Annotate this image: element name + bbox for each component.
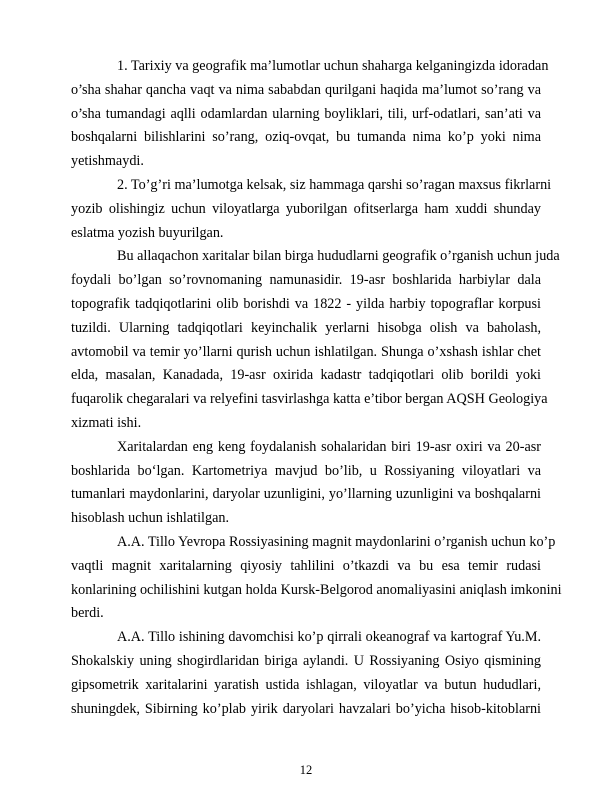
text-line: tuzildi. Ularning tadqiqotlari keyinchalik yerlarni hisobga olish va baholash, [71, 319, 541, 336]
text-line: Shokalskiy uning shogirdlaridan biriga aylandi. U Rossiyaning Osiyo qismining [71, 652, 541, 669]
text-line: avtomobil va temir yo’llarni qurish uchun ishlatilgan. Shunga o’xshash ishlar chet [71, 343, 541, 360]
paragraph [71, 626, 541, 721]
paragraph [71, 174, 552, 245]
text-line: A.A. Tillo Yevropa Rossiyasining magnit maydonlarini o’rganish uchun ko’p [117, 533, 556, 550]
text-line: eslatma yozish buyurilgan. [71, 224, 224, 241]
text-line: 2. To’g’ri ma’lumotga kelsak, siz hammaga qarshi so’ragan maxsus fikrlarni [117, 176, 552, 193]
text-line: Xaritalardan eng keng foydalanish sohalaridan biri 19-asr oxiri va 20-asr [117, 438, 541, 455]
text-line: elda, masalan, Kanadada, 19-asr oxirida kadastr tadqiqotlari olib borildi yoki [71, 367, 541, 384]
text-line: xizmati ishi. [71, 414, 142, 431]
paragraph [71, 245, 560, 435]
text-line: fuqarolik chegaralari va relyefini tasvirlashga katta e’tibor bergan AQSH Geologiya [71, 391, 548, 408]
document-body [71, 55, 562, 721]
text-line: shuningdek, Sibirning ko’plab yirik daryolari havzalari bo’yicha hisob-kitoblarni [71, 700, 541, 717]
paragraph [71, 55, 549, 174]
text-line: vaqtli magnit xaritalarning qiyosiy tahlilini o’tkazdi va bu esa temir rudasi [71, 557, 541, 574]
text-line: yetishmaydi. [71, 153, 144, 170]
text-line: hisoblash uchun ishlatilgan. [71, 510, 230, 527]
text-line: Bu allaqachon xaritalar bilan birga hududlarni geografik o’rganish uchun juda [117, 248, 560, 265]
text-line: konlarining ochilishini kutgan holda Kursk-Belgorod anomaliyasini aniqlash imkonini [71, 581, 562, 598]
text-line: boshqalarni bilishlarini so’rang, oziq-ovqat, bu tumanda nima ko’p yoki nima [71, 129, 541, 146]
text-line: o’sha tumandagi aqlli odamlardan ularning boyliklari, tili, urf-odatlari, san’ati va [71, 105, 541, 122]
text-line: boshlarida bo‘lgan. Kartometriya mavjud bo’lib, u Rossiyaning viloyatlari va [71, 462, 541, 479]
text-line: gipsometrik xaritalarini yaratish ustida ishlagan, viloyatlar va butun hududlari, [71, 676, 541, 693]
text-line: topografik tadqiqotlarini olib borishdi va 1822 - yilda harbiy topograflar korpusi [71, 295, 541, 312]
text-line: yozib olishingiz uchun viloyatlarga yuborilgan ofitserlarga ham xuddi shunday [71, 200, 541, 217]
text-line: A.A. Tillo ishining davomchisi ko’p qirrali okeanograf va kartograf Yu.M. [117, 629, 541, 646]
text-line: 1. Tarixiy va geografik ma’lumotlar uchun shaharga kelganingizda idoradan [117, 58, 549, 74]
text-line: berdi. [71, 605, 104, 622]
text-line: tumanlari maydonlarini, daryolar uzunligini, yo’llarning uzunligini va boshqalarni [71, 486, 541, 503]
text-line: o’sha shahar qancha vaqt va nima sababdan qurilgani haqida ma’lumot so’rang va [71, 81, 541, 98]
text-line: foydali bo’lgan so’rovnomaning namunasidir. 19-asr boshlarida harbiylar dala [71, 272, 541, 289]
page-number: 12 [299, 763, 313, 777]
paragraph [71, 436, 541, 531]
paragraph [71, 531, 562, 626]
